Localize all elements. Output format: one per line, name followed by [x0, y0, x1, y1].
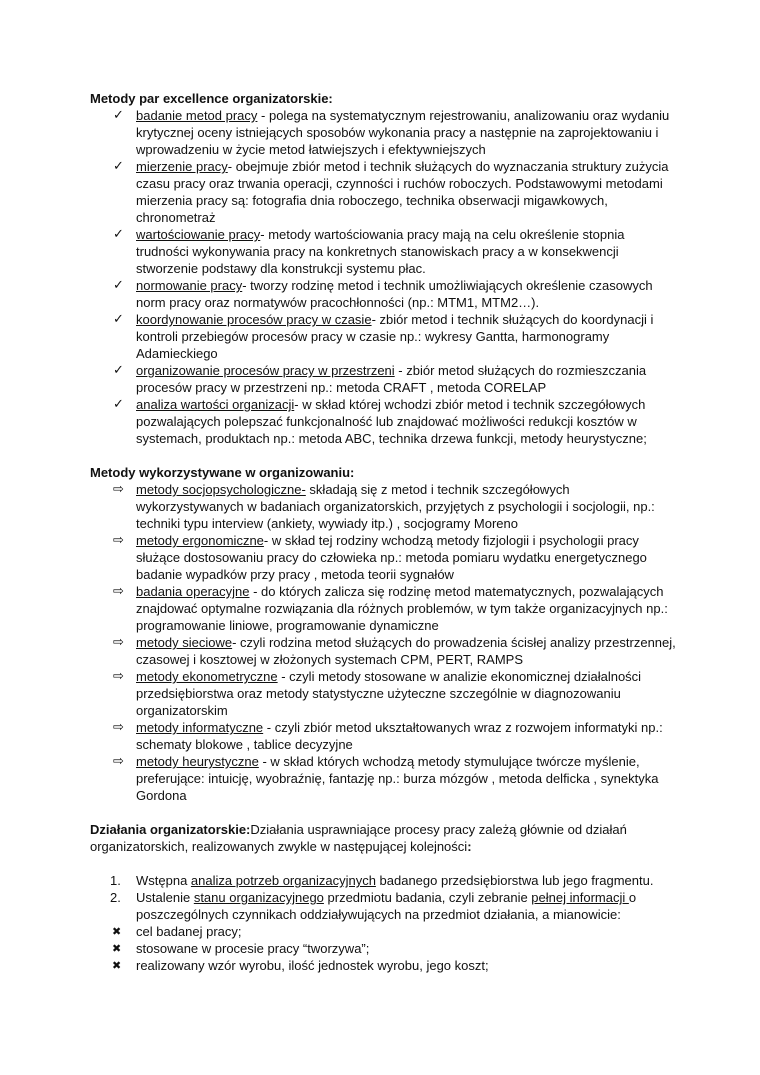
- list-item: [90, 107, 680, 158]
- factor-text: cel badanej pracy;: [136, 924, 242, 939]
- cross-bullet-icon: ✖: [112, 925, 122, 938]
- method-description: - polega na systematycznym rejestrowaniu, analizowaniu oraz wydaniu krytycznej oceny istniejących sposobów wykonania pracy a następnie na zaprojektowaniu i wprowadzeniu w życie metod łatwiejszych i efektywniejszych: [136, 108, 670, 157]
- method-term: metody informatyczne: [136, 720, 264, 735]
- method-description: - w skład której wchodzi zbiór metod i technik szczegółowych pozwalających polepszać funkcjonalność lub znajdować możliwości redukcji kosztów w systemach, produktach np.: metoda ABC, technika drzewa funkcji, metody heurystyczne;: [136, 397, 647, 446]
- organizing-methods-list: [90, 481, 680, 804]
- method-term: organizowanie procesów pracy w przestrzeni: [136, 363, 395, 378]
- factor-text: realizowany wzór wyrobu, ilość jednostek wyrobu, jego koszt;: [136, 958, 489, 973]
- arrow-right-icon: ⇨: [113, 754, 124, 769]
- item-number: 2.: [110, 890, 121, 905]
- method-description: - zbiór metod i technik służących do koordynacji i kontroli przebiegów procesów pracy w czasie np.: wykresy Gantta, harmonogramy Adamieckiego: [136, 312, 654, 361]
- organizing-actions-intro: [90, 821, 680, 855]
- item-text: Ustalenie: [136, 890, 194, 905]
- arrow-right-icon: ⇨: [113, 720, 124, 735]
- list-item: [90, 532, 680, 583]
- section-heading-excellence: Metody par excellence organizatorskie:: [90, 91, 333, 106]
- list-item: [90, 481, 680, 532]
- method-term: metody ekonometryczne: [136, 669, 278, 684]
- method-term: metody ergonomiczne: [136, 533, 264, 548]
- actions-numbered-list: [90, 872, 680, 923]
- method-term: normowanie pracy: [136, 278, 243, 293]
- item-text: Wstępna: [136, 873, 191, 888]
- method-term: metody sieciowe: [136, 635, 233, 650]
- list-item: [90, 158, 680, 226]
- list-item: [90, 583, 680, 634]
- method-term: badania operacyjne: [136, 584, 250, 599]
- factors-list: [90, 923, 680, 974]
- arrow-right-icon: ⇨: [113, 635, 124, 650]
- arrow-right-icon: ⇨: [113, 669, 124, 684]
- item-number: 1.: [110, 873, 121, 888]
- list-item: [90, 923, 680, 940]
- cross-bullet-icon: ✖: [112, 942, 122, 955]
- list-item: [90, 753, 680, 804]
- factor-text: stosowane w procesie pracy “tworzywa”;: [136, 941, 370, 956]
- method-term: badanie metod pracy: [136, 108, 258, 123]
- method-description: składają się z metod i technik szczegółowych wykorzystywanych w badaniach organizatorskich, przyjętych z psychologii i socjologii, np.: techniki typu interview (ankiety, wywiady itp.) , socjogramy Moreno: [136, 482, 655, 531]
- method-description: - czyli rodzina metod służących do prowadzenia ścisłej analizy przestrzennej, czasowej i kosztowej w złożonych systemach CPM, PERT, RAMPS: [136, 635, 676, 667]
- method-description: - metody wartościowania pracy mają na celu określenie stopnia trudności wykonywania pracy na konkretnych stanowiskach pracy a w konsekwencji stworzenie podstawy dla konstrukcji systemu płac.: [136, 227, 625, 276]
- item-term: stanu organizacyjnego: [193, 890, 324, 905]
- item-text: przedmiotu badania, czyli zebranie: [323, 890, 532, 905]
- arrow-right-icon: ⇨: [113, 482, 124, 497]
- method-term: wartościowanie pracy: [136, 227, 261, 242]
- method-description: - czyli metody stosowane w analizie ekonomicznej działalności przedsiębiorstwa oraz metody statystyczne użyteczne szczególnie w diagnozowaniu organizatorskim: [136, 669, 642, 718]
- method-term: mierzenie pracy: [136, 159, 228, 174]
- list-item: [90, 719, 680, 753]
- excellence-methods-list: [90, 107, 680, 447]
- checkmark-icon: ✓: [113, 108, 124, 123]
- item-term: analiza potrzeb organizacyjnych: [190, 873, 376, 888]
- list-item: [90, 311, 680, 362]
- list-item: [90, 957, 680, 974]
- method-description: - zbiór metod służących do rozmieszczania procesów pracy w przestrzeni np.: metoda CRAFT , metoda CORELAP: [136, 363, 647, 395]
- method-description: - do których zalicza się rodzinę metod matematycznych, pozwalających znajdować optymalne rozwiązania dla różnych problemów, w tym także organizacyjnych np.: programowanie liniowe, programowanie dynamiczne: [136, 584, 668, 633]
- list-item: [90, 940, 680, 957]
- item-text: badanego przedsiębiorstwa lub jego fragmentu.: [375, 873, 654, 888]
- method-description: - tworzy rodzinę metod i technik umożliwiających określenie czasowych norm pracy oraz normatywów pracochłonności (np.: MTM1, MTM2…).: [136, 278, 653, 310]
- checkmark-icon: ✓: [113, 397, 124, 412]
- list-item: [90, 668, 680, 719]
- method-term: analiza wartości organizacji: [136, 397, 295, 412]
- checkmark-icon: ✓: [113, 278, 124, 293]
- checkmark-icon: ✓: [113, 227, 124, 242]
- checkmark-icon: ✓: [113, 363, 124, 378]
- arrow-right-icon: ⇨: [113, 584, 124, 599]
- section-heading-actions: Działania organizatorskie:: [90, 822, 251, 837]
- method-description: - obejmuje zbiór metod i technik służących do wyznaczania struktury zużycia czasu pracy oraz trwania operacji, czynności i ruchów roboczych. Podstawowymi metodami mierzenia pracy są: fotografia dnia roboczego, technika obserwacji migawkowych, chronometraż: [136, 159, 669, 225]
- list-item: [90, 634, 680, 668]
- method-description: - w skład tej rodziny wchodzą metody fizjologii i psychologii pracy służące dostosowaniu pracy do człowieka np.: metoda pomiaru wydatku energetycznego badanie wypadków przy pracy , metoda teorii sygnałów: [136, 533, 647, 582]
- method-term: metody socjopsychologiczne-: [136, 482, 306, 497]
- list-item: [90, 396, 680, 447]
- cross-bullet-icon: ✖: [112, 959, 122, 972]
- spacer: [90, 447, 680, 464]
- method-description: - czyli zbiór metod ukształtowanych wraz z rozwojem informatyki np.: schematy blokowe , tablice decyzyjne: [136, 720, 663, 752]
- arrow-right-icon: ⇨: [113, 533, 124, 548]
- list-item: [90, 362, 680, 396]
- list-item: [90, 277, 680, 311]
- checkmark-icon: ✓: [113, 159, 124, 174]
- method-term: koordynowanie procesów pracy w czasie: [136, 312, 372, 327]
- checkmark-icon: ✓: [113, 312, 124, 327]
- item-text: o poszczególnych czynnikach oddziaływujących na przedmiot działania, a mianowicie:: [136, 890, 637, 922]
- intro-text: Działania usprawniające procesy pracy zależą głównie od działań organizatorskich, realizowanych zwykle w następującej kolejności: [90, 822, 627, 854]
- method-term: metody heurystyczne: [136, 754, 259, 769]
- document-page: [90, 90, 680, 974]
- list-item: [90, 226, 680, 277]
- section-heading-organizing: Metody wykorzystywane w organizowaniu:: [90, 465, 355, 480]
- spacer: [90, 855, 680, 872]
- method-description: - w skład których wchodzą metody stymulujące twórcze myślenie, preferujące: intuicję, wyobraźnię, fantazję np.: burza mózgów , metoda delficka , synektyka Gordona: [136, 754, 659, 803]
- list-item: [90, 872, 680, 889]
- list-item: [90, 889, 680, 923]
- spacer: [90, 804, 680, 821]
- intro-colon: :: [467, 839, 472, 854]
- item-term: pełnej informacji: [531, 890, 629, 905]
